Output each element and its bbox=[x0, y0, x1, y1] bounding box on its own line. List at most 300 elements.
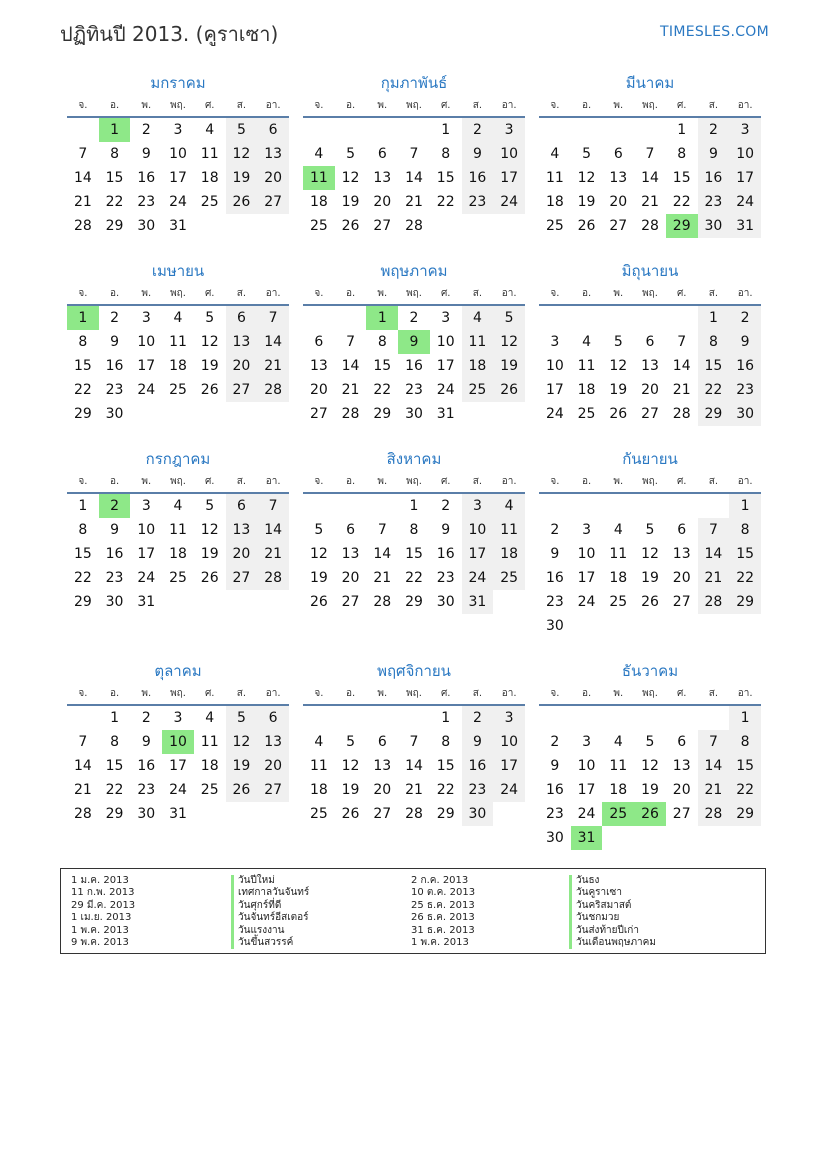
weekday-label: อา. bbox=[265, 100, 281, 111]
day-cell: 30 bbox=[698, 214, 730, 238]
weekday-label: อา. bbox=[501, 100, 517, 111]
day-cell: 11 bbox=[609, 546, 628, 562]
empty-cell bbox=[67, 118, 99, 142]
day-cell: 27 bbox=[672, 806, 691, 822]
weekday-label: ศ. bbox=[204, 100, 215, 111]
day-cell: 16 bbox=[137, 170, 156, 186]
day-cell: 13 bbox=[373, 758, 392, 774]
day-cell: 23 bbox=[545, 806, 564, 822]
day-grid bbox=[67, 306, 289, 426]
empty-cell bbox=[398, 706, 430, 730]
brand-link[interactable]: TIMESLES.COM bbox=[660, 24, 769, 40]
day-cell: 24 bbox=[729, 190, 761, 214]
day-cell: 2 bbox=[409, 310, 419, 326]
weekday-label: อ. bbox=[581, 100, 592, 111]
month-calendar bbox=[539, 660, 761, 848]
day-cell: 14 bbox=[641, 170, 659, 186]
day-cell: 18 bbox=[200, 170, 219, 186]
weekday-label: อา. bbox=[265, 688, 281, 699]
day-cell: 1 bbox=[698, 306, 730, 330]
empty-cell bbox=[634, 706, 666, 730]
weekday-label: ส. bbox=[472, 476, 483, 487]
day-cell: 2 bbox=[698, 118, 730, 142]
weekday-header bbox=[303, 284, 525, 306]
day-cell: 7 bbox=[645, 146, 655, 162]
day-cell: 20 bbox=[672, 782, 691, 798]
day-cell: 24 bbox=[493, 190, 525, 214]
month-calendar bbox=[539, 72, 761, 260]
weekday-label: ส. bbox=[472, 688, 483, 699]
day-cell: 4 bbox=[613, 522, 623, 538]
day-cell: 4 bbox=[173, 498, 183, 514]
day-cell: 6 bbox=[257, 706, 289, 730]
day-cell: 9 bbox=[141, 146, 151, 162]
weekday-label: จ. bbox=[550, 476, 560, 487]
weekday-label: พฤ. bbox=[642, 688, 658, 699]
day-cell: 9 bbox=[462, 730, 494, 754]
weekday-label: จ. bbox=[550, 288, 560, 299]
day-cell: 23 bbox=[137, 782, 156, 798]
day-cell: 25 bbox=[309, 218, 328, 234]
day-grid bbox=[67, 494, 289, 614]
month-calendar bbox=[303, 660, 525, 848]
weekday-header bbox=[303, 684, 525, 706]
weekday-label: จ. bbox=[314, 476, 324, 487]
weekday-label: จ. bbox=[314, 100, 324, 111]
day-cell: 26 bbox=[641, 594, 659, 610]
day-cell: 29 bbox=[73, 594, 92, 610]
day-grid bbox=[303, 306, 525, 426]
day-cell: 15 bbox=[405, 546, 423, 562]
day-cell: 29 bbox=[405, 594, 423, 610]
day-cell: 13 bbox=[672, 758, 691, 774]
day-cell: 24 bbox=[169, 782, 187, 798]
day-cell: 5 bbox=[226, 706, 258, 730]
month-name: พฤษภาคม bbox=[380, 262, 448, 280]
day-cell: 31 bbox=[137, 594, 156, 610]
day-cell: 6 bbox=[677, 522, 687, 538]
weekday-label: อา. bbox=[737, 288, 753, 299]
month-name: ธันวาคม bbox=[621, 662, 679, 680]
day-cell: 5 bbox=[205, 498, 215, 514]
weekday-header bbox=[67, 284, 289, 306]
day-cell: 21 bbox=[698, 566, 730, 590]
day-cell: 30 bbox=[729, 402, 761, 426]
holiday-legend bbox=[60, 868, 766, 954]
day-cell: 9 bbox=[110, 522, 120, 538]
legend-left-names bbox=[231, 875, 309, 949]
day-cell: 16 bbox=[545, 570, 564, 586]
weekday-label: ศ. bbox=[676, 688, 687, 699]
day-cell: 15 bbox=[73, 546, 92, 562]
day-cell: 11 bbox=[200, 734, 219, 750]
month-calendar bbox=[303, 448, 525, 636]
day-cell: 13 bbox=[309, 358, 328, 374]
day-cell: 25 bbox=[169, 570, 187, 586]
day-grid bbox=[303, 706, 525, 826]
day-cell: 20 bbox=[226, 542, 258, 566]
day-cell: 21 bbox=[698, 778, 730, 802]
day-cell: 28 bbox=[405, 806, 423, 822]
day-cell: 10 bbox=[137, 522, 156, 538]
day-cell: 3 bbox=[493, 706, 525, 730]
day-cell: 12 bbox=[341, 170, 360, 186]
day-cell: 10 bbox=[577, 546, 596, 562]
day-cell: 4 bbox=[173, 310, 183, 326]
day-cell: 18 bbox=[609, 782, 628, 798]
weekday-label: พ. bbox=[377, 688, 388, 699]
weekday-label: พ. bbox=[377, 288, 388, 299]
day-cell: 19 bbox=[341, 782, 360, 798]
day-cell: 15 bbox=[436, 170, 455, 186]
weekday-label: อ. bbox=[109, 688, 120, 699]
day-cell: 13 bbox=[641, 358, 659, 374]
day-cell: 27 bbox=[226, 378, 258, 402]
day-cell: 13 bbox=[609, 170, 628, 186]
day-cell: 24 bbox=[137, 570, 156, 586]
day-cell: 9 bbox=[441, 522, 451, 538]
day-cell: 16 bbox=[462, 754, 494, 778]
day-cell: 1 bbox=[409, 498, 419, 514]
day-cell: 5 bbox=[314, 522, 324, 538]
day-cell: 3 bbox=[462, 494, 494, 518]
day-cell: 4 bbox=[462, 306, 494, 330]
day-cell: 3 bbox=[493, 118, 525, 142]
weekday-label: อา. bbox=[501, 476, 517, 487]
day-cell: 27 bbox=[257, 190, 289, 214]
day-cell: 3 bbox=[173, 710, 183, 726]
month-name: เมษายน bbox=[151, 262, 205, 280]
weekday-label: ศ. bbox=[440, 100, 451, 111]
day-cell: 13 bbox=[672, 546, 691, 562]
day-cell: 27 bbox=[672, 594, 691, 610]
day-cell: 26 bbox=[200, 382, 219, 398]
legend-holiday-name: วันเดือนพฤษภาคม bbox=[569, 937, 656, 949]
weekday-label: พฤ. bbox=[642, 288, 658, 299]
day-cell: 31 bbox=[729, 214, 761, 238]
day-cell: 5 bbox=[645, 734, 655, 750]
month-name: กันยายน bbox=[622, 450, 678, 468]
day-cell: 23 bbox=[462, 778, 494, 802]
day-cell: 19 bbox=[200, 358, 219, 374]
weekday-label: ศ. bbox=[676, 288, 687, 299]
legend-holiday-date: 1 พ.ค. 2013 bbox=[71, 924, 129, 936]
legend-holiday-name: วันชกมวย bbox=[569, 912, 656, 924]
day-cell: 7 bbox=[677, 334, 687, 350]
weekday-label: ศ. bbox=[440, 288, 451, 299]
weekday-label: พ. bbox=[141, 100, 152, 111]
day-cell: 11 bbox=[493, 518, 525, 542]
legend-holiday-name: วันคูราเซา bbox=[569, 887, 656, 899]
day-cell: 25 bbox=[493, 566, 525, 590]
day-cell: 27 bbox=[373, 218, 392, 234]
day-cell: 28 bbox=[405, 218, 423, 234]
holiday-day-cell: 29 bbox=[666, 214, 698, 238]
day-cell: 10 bbox=[493, 142, 525, 166]
legend-holiday-date: 26 ธ.ค. 2013 bbox=[411, 912, 475, 924]
day-cell: 9 bbox=[698, 142, 730, 166]
empty-cell bbox=[398, 118, 430, 142]
weekday-header bbox=[67, 96, 289, 118]
day-cell: 22 bbox=[698, 378, 730, 402]
day-cell: 12 bbox=[200, 334, 219, 350]
day-cell: 15 bbox=[729, 754, 761, 778]
day-cell: 28 bbox=[73, 218, 92, 234]
day-cell: 14 bbox=[373, 546, 392, 562]
day-cell: 22 bbox=[729, 778, 761, 802]
day-cell: 15 bbox=[105, 170, 124, 186]
day-cell: 22 bbox=[373, 382, 392, 398]
day-cell: 19 bbox=[493, 354, 525, 378]
weekday-header bbox=[303, 472, 525, 494]
day-cell: 10 bbox=[577, 758, 596, 774]
day-cell: 27 bbox=[641, 406, 659, 422]
day-cell: 15 bbox=[729, 542, 761, 566]
weekday-header bbox=[67, 472, 289, 494]
day-cell: 3 bbox=[141, 498, 151, 514]
legend-holiday-name: วันจันทร์อีสเตอร์ bbox=[231, 912, 309, 924]
weekday-label: จ. bbox=[78, 476, 88, 487]
weekday-label: อ. bbox=[345, 100, 356, 111]
legend-left-dates bbox=[71, 875, 135, 949]
day-cell: 17 bbox=[436, 358, 455, 374]
day-cell: 5 bbox=[493, 306, 525, 330]
weekday-label: ส. bbox=[236, 688, 247, 699]
legend-right-names bbox=[569, 875, 656, 949]
day-cell: 11 bbox=[309, 758, 328, 774]
day-cell: 25 bbox=[200, 194, 219, 210]
day-cell: 29 bbox=[729, 802, 761, 826]
day-cell: 2 bbox=[462, 118, 494, 142]
weekday-label: อ. bbox=[581, 476, 592, 487]
day-cell: 6 bbox=[226, 306, 258, 330]
empty-cell bbox=[366, 118, 398, 142]
day-cell: 15 bbox=[373, 358, 392, 374]
day-cell: 25 bbox=[545, 218, 564, 234]
day-cell: 1 bbox=[729, 706, 761, 730]
day-cell: 5 bbox=[613, 334, 623, 350]
weekday-header bbox=[539, 284, 761, 306]
day-cell: 18 bbox=[462, 354, 494, 378]
weekday-label: พ. bbox=[613, 288, 624, 299]
weekday-label: อา. bbox=[737, 476, 753, 487]
weekday-label: พ. bbox=[377, 100, 388, 111]
legend-holiday-date: 29 มี.ค. 2013 bbox=[71, 899, 136, 911]
day-cell: 25 bbox=[462, 378, 494, 402]
month-calendar bbox=[303, 260, 525, 448]
weekday-label: อ. bbox=[345, 288, 356, 299]
day-cell: 8 bbox=[110, 146, 120, 162]
weekday-label: พฤ. bbox=[642, 100, 658, 111]
weekday-label: อ. bbox=[109, 288, 120, 299]
month-name: มกราคม bbox=[150, 74, 206, 92]
empty-cell bbox=[602, 706, 634, 730]
legend-holiday-name: เทศกาลวันจันทร์ bbox=[231, 887, 309, 899]
legend-holiday-date: 25 ธ.ค. 2013 bbox=[411, 899, 475, 911]
day-cell: 11 bbox=[200, 146, 219, 162]
day-cell: 6 bbox=[613, 146, 623, 162]
day-cell: 5 bbox=[346, 146, 356, 162]
weekday-label: อา. bbox=[737, 688, 753, 699]
day-cell: 6 bbox=[226, 494, 258, 518]
day-cell: 11 bbox=[545, 170, 564, 186]
day-cell: 11 bbox=[577, 358, 596, 374]
month-name: มีนาคม bbox=[625, 74, 675, 92]
day-cell: 14 bbox=[341, 358, 360, 374]
page-title: ปฏิทินปี 2013. (คูราเซา) bbox=[60, 22, 279, 46]
day-cell: 17 bbox=[493, 754, 525, 778]
day-cell: 21 bbox=[341, 382, 360, 398]
day-cell: 7 bbox=[698, 518, 730, 542]
legend-holiday-date: 11 ก.พ. 2013 bbox=[71, 887, 135, 899]
day-cell: 16 bbox=[698, 166, 730, 190]
weekday-label: ศ. bbox=[204, 288, 215, 299]
weekday-header bbox=[539, 96, 761, 118]
day-cell: 17 bbox=[462, 542, 494, 566]
day-cell: 21 bbox=[257, 354, 289, 378]
empty-cell bbox=[67, 706, 99, 730]
day-cell: 29 bbox=[436, 806, 455, 822]
day-cell: 14 bbox=[698, 542, 730, 566]
day-cell: 12 bbox=[641, 546, 659, 562]
day-cell: 25 bbox=[577, 406, 596, 422]
empty-cell bbox=[303, 118, 335, 142]
empty-cell bbox=[335, 306, 367, 330]
day-cell: 6 bbox=[377, 734, 387, 750]
day-cell: 10 bbox=[169, 146, 187, 162]
day-cell: 18 bbox=[169, 358, 187, 374]
day-cell: 17 bbox=[169, 170, 187, 186]
day-cell: 2 bbox=[141, 122, 151, 138]
empty-cell bbox=[303, 494, 335, 518]
day-cell: 6 bbox=[257, 118, 289, 142]
month-calendar bbox=[539, 448, 761, 636]
weekday-label: ศ. bbox=[440, 688, 451, 699]
weekday-label: พ. bbox=[613, 476, 624, 487]
legend-holiday-date: 31 ธ.ค. 2013 bbox=[411, 924, 475, 936]
day-cell: 25 bbox=[309, 806, 328, 822]
day-cell: 9 bbox=[550, 546, 560, 562]
weekday-label: ส. bbox=[472, 100, 483, 111]
weekday-label: ส. bbox=[236, 288, 247, 299]
day-cell: 26 bbox=[309, 594, 328, 610]
day-cell: 30 bbox=[137, 218, 156, 234]
day-cell: 21 bbox=[373, 570, 392, 586]
holiday-day-cell: 31 bbox=[571, 826, 603, 850]
day-cell: 10 bbox=[436, 334, 455, 350]
day-cell: 23 bbox=[137, 194, 156, 210]
day-cell: 11 bbox=[609, 758, 628, 774]
legend-holiday-name: วันแรงงาน bbox=[231, 925, 309, 937]
weekday-label: จ. bbox=[78, 688, 88, 699]
empty-cell bbox=[602, 494, 634, 518]
day-cell: 22 bbox=[105, 782, 124, 798]
legend-holiday-date: 10 ต.ค. 2013 bbox=[411, 887, 476, 899]
day-cell: 5 bbox=[226, 118, 258, 142]
weekday-label: อ. bbox=[109, 100, 120, 111]
day-grid bbox=[67, 706, 289, 826]
day-cell: 17 bbox=[545, 382, 564, 398]
weekday-label: พฤ. bbox=[170, 476, 186, 487]
day-cell: 23 bbox=[105, 570, 124, 586]
day-cell: 8 bbox=[729, 730, 761, 754]
day-cell: 15 bbox=[105, 758, 124, 774]
day-cell: 23 bbox=[729, 378, 761, 402]
day-cell: 4 bbox=[314, 734, 324, 750]
day-cell: 26 bbox=[577, 218, 596, 234]
day-cell: 25 bbox=[200, 782, 219, 798]
day-cell: 27 bbox=[226, 566, 258, 590]
holiday-day-cell: 2 bbox=[99, 494, 131, 518]
day-cell: 9 bbox=[462, 142, 494, 166]
day-cell: 21 bbox=[405, 194, 423, 210]
day-cell: 13 bbox=[341, 546, 360, 562]
day-cell: 7 bbox=[409, 734, 419, 750]
weekday-label: พฤ. bbox=[170, 288, 186, 299]
weekday-label: พฤ. bbox=[170, 688, 186, 699]
weekday-label: พ. bbox=[377, 476, 388, 487]
day-cell: 23 bbox=[105, 382, 124, 398]
day-cell: 23 bbox=[698, 190, 730, 214]
day-cell: 21 bbox=[672, 382, 691, 398]
day-cell: 31 bbox=[169, 218, 187, 234]
weekday-label: ศ. bbox=[676, 100, 687, 111]
weekday-label: จ. bbox=[314, 288, 324, 299]
calendar-grid bbox=[67, 72, 761, 848]
day-cell: 9 bbox=[110, 334, 120, 350]
day-cell: 1 bbox=[110, 710, 120, 726]
day-cell: 3 bbox=[582, 734, 592, 750]
day-cell: 18 bbox=[200, 758, 219, 774]
day-cell: 24 bbox=[462, 566, 494, 590]
day-cell: 28 bbox=[257, 378, 289, 402]
day-cell: 28 bbox=[641, 218, 659, 234]
day-cell: 26 bbox=[341, 806, 360, 822]
day-cell: 6 bbox=[677, 734, 687, 750]
day-cell: 18 bbox=[609, 570, 628, 586]
empty-cell bbox=[698, 494, 730, 518]
day-cell: 16 bbox=[436, 546, 455, 562]
day-cell: 26 bbox=[493, 378, 525, 402]
day-cell: 17 bbox=[493, 166, 525, 190]
day-cell: 13 bbox=[226, 330, 258, 354]
day-cell: 18 bbox=[493, 542, 525, 566]
day-cell: 4 bbox=[493, 494, 525, 518]
day-cell: 4 bbox=[582, 334, 592, 350]
day-cell: 22 bbox=[729, 566, 761, 590]
legend-holiday-date: 9 พ.ค. 2013 bbox=[71, 936, 129, 948]
day-cell: 8 bbox=[78, 334, 88, 350]
day-cell: 19 bbox=[641, 570, 659, 586]
day-cell: 12 bbox=[609, 358, 628, 374]
day-cell: 6 bbox=[346, 522, 356, 538]
day-cell: 26 bbox=[226, 778, 258, 802]
day-grid bbox=[67, 118, 289, 238]
day-cell: 28 bbox=[698, 802, 730, 826]
day-cell: 23 bbox=[545, 594, 564, 610]
day-cell: 29 bbox=[373, 406, 392, 422]
empty-cell bbox=[539, 306, 571, 330]
day-cell: 11 bbox=[169, 522, 187, 538]
day-cell: 22 bbox=[672, 194, 691, 210]
day-cell: 21 bbox=[641, 194, 659, 210]
day-grid bbox=[539, 706, 761, 850]
holiday-day-cell: 10 bbox=[162, 730, 194, 754]
weekday-label: อา. bbox=[501, 688, 517, 699]
day-cell: 4 bbox=[550, 146, 560, 162]
weekday-label: อ. bbox=[581, 288, 592, 299]
month-name: พฤศจิกายน bbox=[377, 662, 451, 680]
